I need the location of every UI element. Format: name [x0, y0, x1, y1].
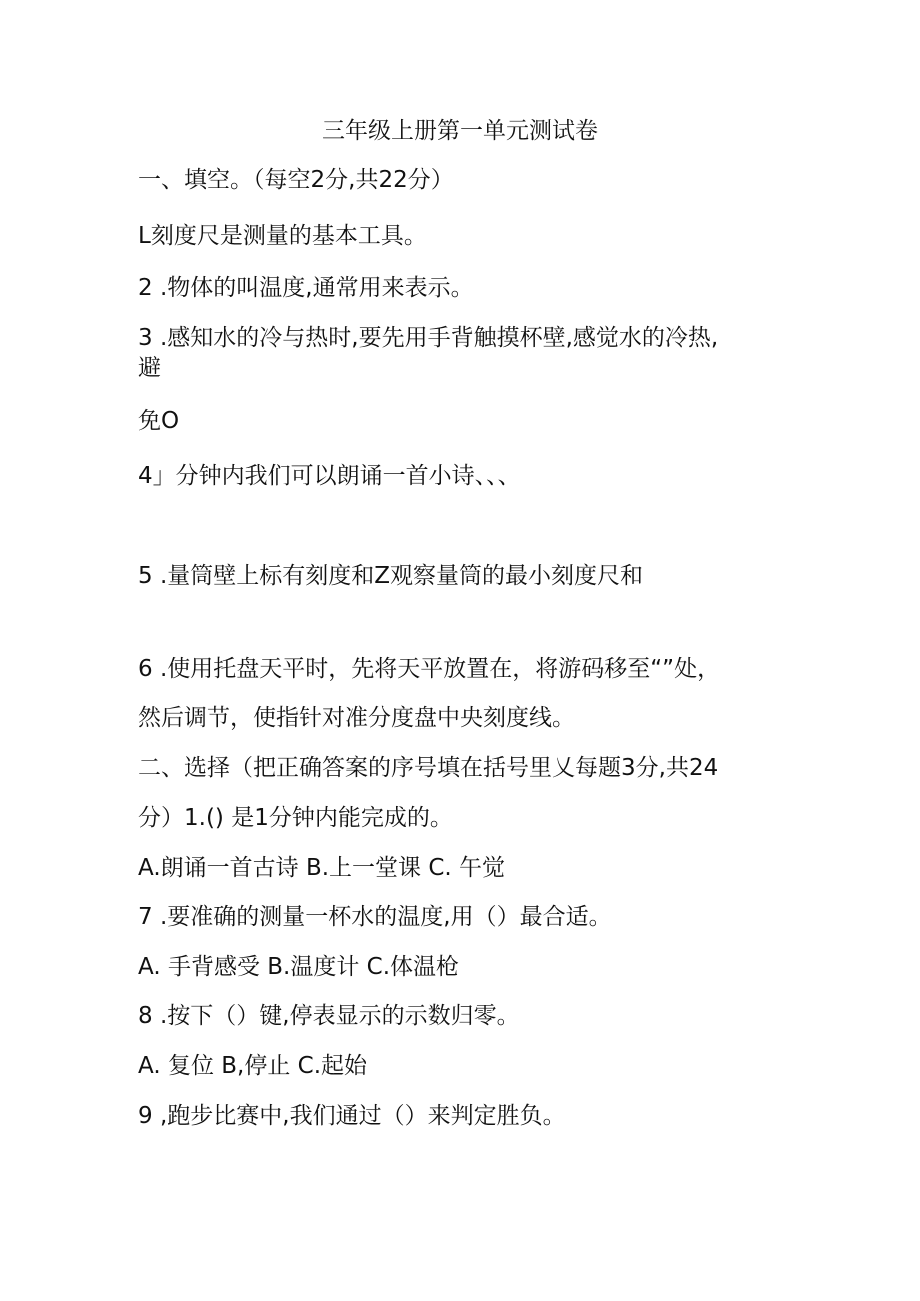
section-heading-choice: 二、选择（把正确答案的序号填在括号里乂每题3分,共24 [138, 755, 719, 781]
question-line: 避 [138, 355, 161, 381]
question-line: 5 .量筒壁上标有刻度和Z观察量筒的最小刻度尺和 [138, 563, 644, 589]
question-line: 7 .要准确的测量一杯水的温度,用（）最合适。 [138, 904, 612, 930]
answer-options: A.朗诵一首古诗 B.上一堂课 C. 午觉 [138, 855, 506, 881]
question-line: 3 .感知水的冷与热时,要先用手背触摸杯壁,感觉水的冷热, [138, 325, 719, 351]
question-line: 4」分钟内我们可以朗诵一首小诗、、、 [138, 463, 521, 489]
question-line: 8 .按下（）键,停表显示的示数归零。 [138, 1003, 520, 1029]
answer-options: A. 手背感受 B.温度计 C.体温枪 [138, 954, 460, 980]
question-line: 9 ,跑步比赛中,我们通过（）来判定胜负。 [138, 1103, 566, 1129]
section-heading-fill-blank: 一、填空。（每空2分,共22分） [138, 167, 454, 193]
question-line: 2 .物体的叫温度,通常用来表示。 [138, 275, 474, 301]
question-line: 6 .使用托盘天平时，先将天平放置在，将游码移至“”处， [138, 656, 721, 682]
question-line: L刻度尺是测量的基本工具。 [138, 223, 427, 249]
document-title: 三年级上册第一单元测试卷 [322, 118, 598, 144]
question-line: 免O [138, 408, 180, 434]
question-line: 然后调节，使指针对准分度盘中央刻度线。 [138, 705, 575, 731]
question-line: 分）1.() 是1分钟内能完成的。 [138, 805, 453, 831]
answer-options: A. 复位 B,停止 C.起始 [138, 1053, 368, 1079]
